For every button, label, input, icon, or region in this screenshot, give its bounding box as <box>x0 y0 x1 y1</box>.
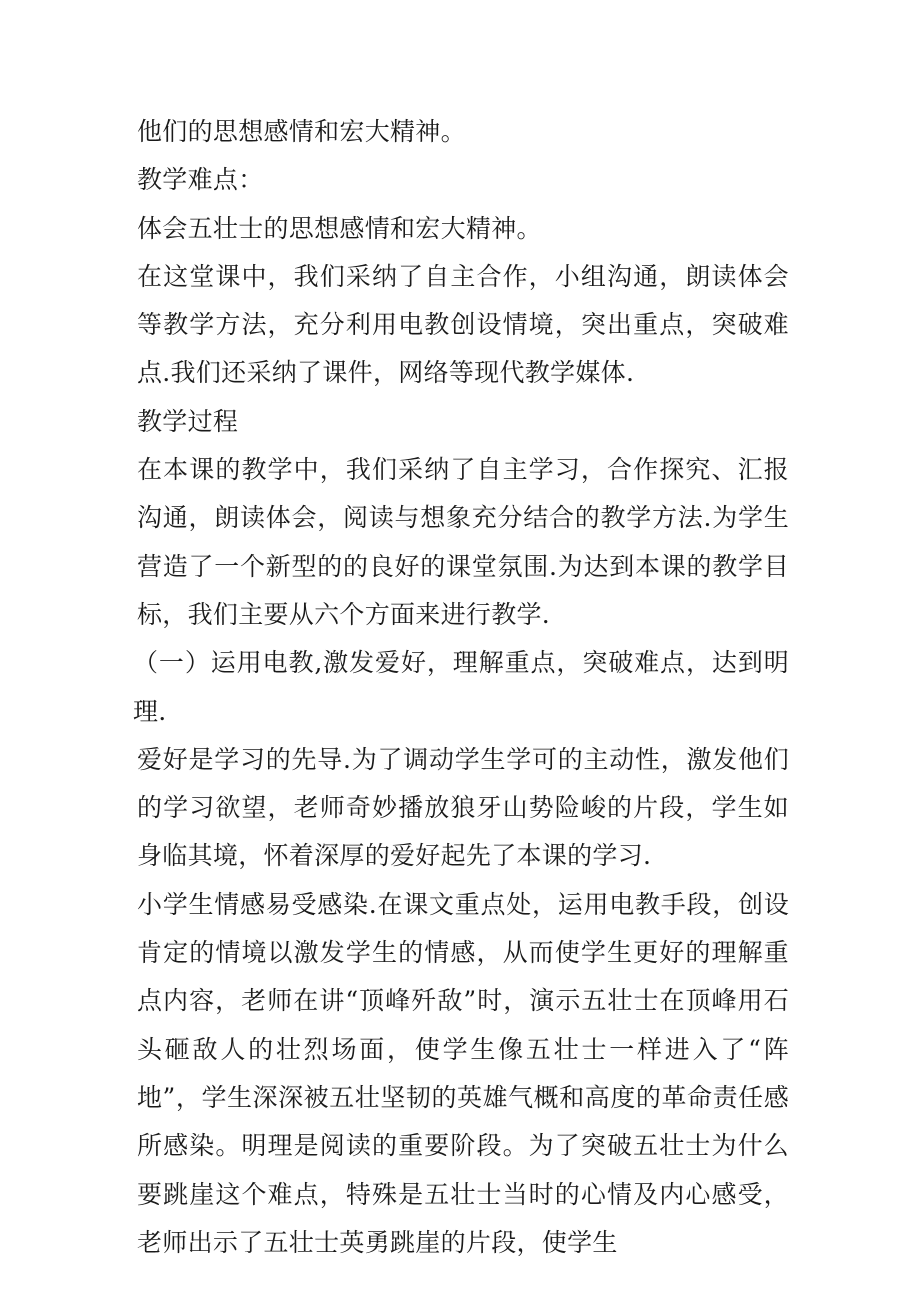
paragraph-interest: 爱好是学习的先导.为了调动学生学可的主动性，激发他们的学习欲望，老师奇妙播放狼牙山势险峻的片段，学生如身临其境，怀着深厚的爱好起先了本课的学习. <box>137 744 789 871</box>
document-body <box>133 108 789 1267</box>
paragraph-difficulty: 体会五壮士的思想感情和宏大精神。 <box>137 213 542 243</box>
paragraph-methods: 在这堂课中，我们采纳了自主合作，小组沟通，朗读体会等教学方法，充分利用电教创设情境，突出重点，突破难点.我们还采纳了课件，网络等现代教学媒体. <box>137 261 789 388</box>
heading-teaching-difficulty: 教学难点： <box>137 165 264 195</box>
paragraph-emotion: 小学生情感易受感染.在课文重点处，运用电教手段，创设肯定的情境以激发学生的情感，从而使学生更好的理解重点内容，老师在讲“顶峰歼敌”时，演示五壮士在顶峰用石头砸敌人的壮烈场面，使学生像五壮士一样进入了“阵地”，学生深深被五壮坚韧的英雄气概和高度的革命责任感所感染。明理是阅读的重要阶段。为了突破五壮士为什么要跳崖这个难点，特殊是五壮士当时的心情及内心感受，老师出示了五壮士英勇跳崖的片段，使学生 <box>137 889 789 1257</box>
paragraph-intro-continuation: 他们的思想感情和宏大精神。 <box>137 117 466 146</box>
heading-teaching-process: 教学过程 <box>137 406 239 436</box>
section-heading-one: （一）运用电教,激发爱好，理解重点，突破难点，达到明理. <box>133 648 789 726</box>
paragraph-process-overview: 在本课的教学中，我们采纳了自主学习，合作探究、汇报沟通，朗读体会，阅读与想象充分结合的教学方法.为学生营造了一个新型的的良好的课堂氛围.为达到本课的教学目标，我们主要从六个方面来进行教学. <box>137 455 789 629</box>
